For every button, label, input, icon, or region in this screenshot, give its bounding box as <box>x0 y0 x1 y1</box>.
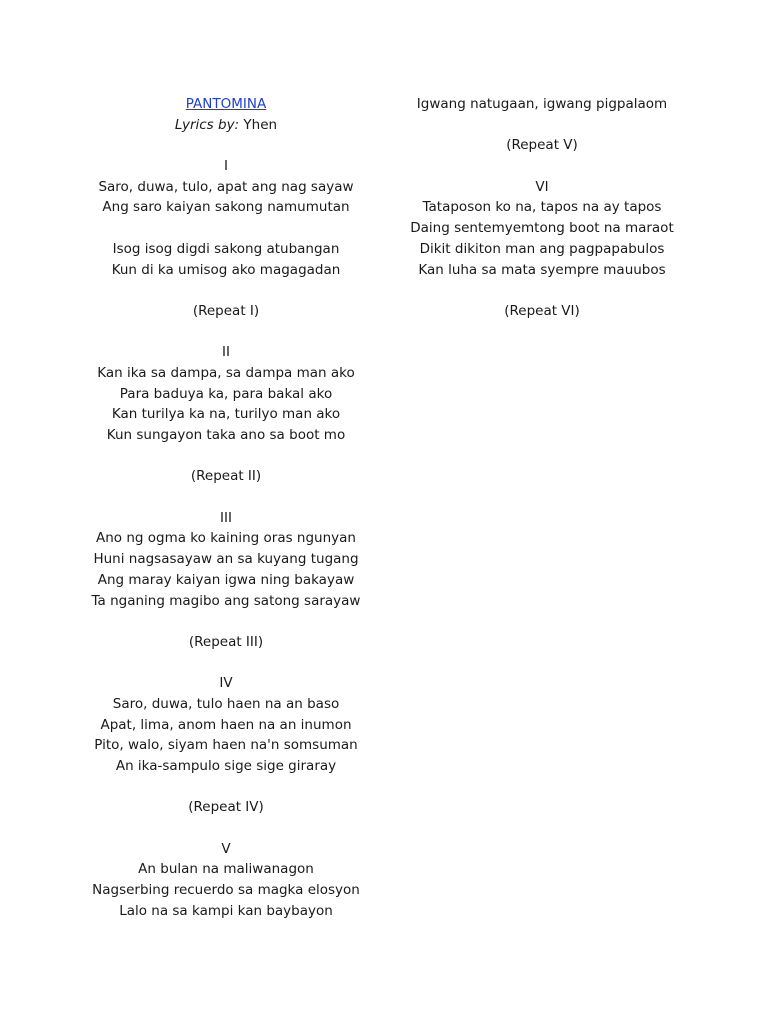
lyric-line: An ika-sampulo sige sige giraray <box>115 758 337 774</box>
title-link[interactable]: PANTOMINA <box>185 96 267 112</box>
lyric-line: Pito, walo, siyam haen na'n somsuman <box>94 737 358 754</box>
right-column <box>362 94 722 322</box>
repeat-note: (Repeat VI) <box>504 302 580 319</box>
byline <box>46 115 406 136</box>
lyric-line: Kun di ka umisog ako magagadan <box>111 261 341 278</box>
verse-numeral: VI <box>535 178 549 195</box>
lyric-line: Ang maray kaiyan igwa ning bakayaw <box>97 571 355 588</box>
lyric-line: Kan turilya ka na, turilyo man ako <box>111 406 341 423</box>
verse-numeral: I <box>224 158 228 175</box>
lyric-line: Ta nganing magibo ang satong sarayaw <box>91 592 361 609</box>
repeat-note: (Repeat IV) <box>188 799 264 816</box>
repeat-note: (Repeat III) <box>188 633 264 650</box>
repeat-note: (Repeat I) <box>192 302 260 319</box>
lyric-line: Kan ika sa dampa, sa dampa man ako <box>97 364 355 381</box>
lyric-line: Ang saro kaiyan sakong namumutan <box>102 199 350 216</box>
lyric-line: Dikit dikiton man ang pagpapabulos <box>419 240 665 257</box>
lyric-line: Kun sungayon taka ano sa boot mo <box>106 427 346 443</box>
lyric-line: Lalo na sa kampi kan baybayon <box>119 902 333 919</box>
lyric-line: Saro, duwa, tulo, apat ang nag sayaw <box>98 178 354 195</box>
lyric-line: Huni nagsasayaw an sa kuyang tugang <box>93 551 359 568</box>
lyric-line: Tataposon ko na, tapos na ay tapos <box>422 199 662 216</box>
left-column <box>46 94 406 922</box>
repeat-note: (Repeat V) <box>506 137 578 154</box>
verse-numeral: IV <box>219 675 233 692</box>
lyric-line: Saro, duwa, tulo haen na an baso <box>112 695 340 712</box>
lyric-line: Kan luha sa mata syempre mauubos <box>418 261 666 278</box>
lyric-line: Nagserbing recuerdo sa magka elosyon <box>92 882 360 899</box>
verse-numeral: III <box>220 509 232 526</box>
lyric-line: Daing sentemyemtong boot na maraot <box>410 220 674 237</box>
lyric-line: Para baduya ka, para bakal ako <box>119 385 333 402</box>
byline-label: Lyrics by: <box>174 116 240 133</box>
verse-numeral: V <box>221 840 231 857</box>
lyric-line: Apat, lima, anom haen na an inumon <box>100 716 352 733</box>
byline-author: Yhen <box>239 116 278 133</box>
lyric-line: Ano ng ogma ko kaining oras ngunyan <box>96 530 356 547</box>
repeat-note: (Repeat II) <box>190 468 262 485</box>
song-title <box>46 94 406 115</box>
lyric-line: Isog isog digdi sakong atubangan <box>112 240 340 257</box>
lyric-line: An bulan na maliwanagon <box>138 861 314 878</box>
verse-numeral: II <box>222 344 230 361</box>
lyric-line: Igwang natugaan, igwang pigpalaom <box>416 96 668 112</box>
